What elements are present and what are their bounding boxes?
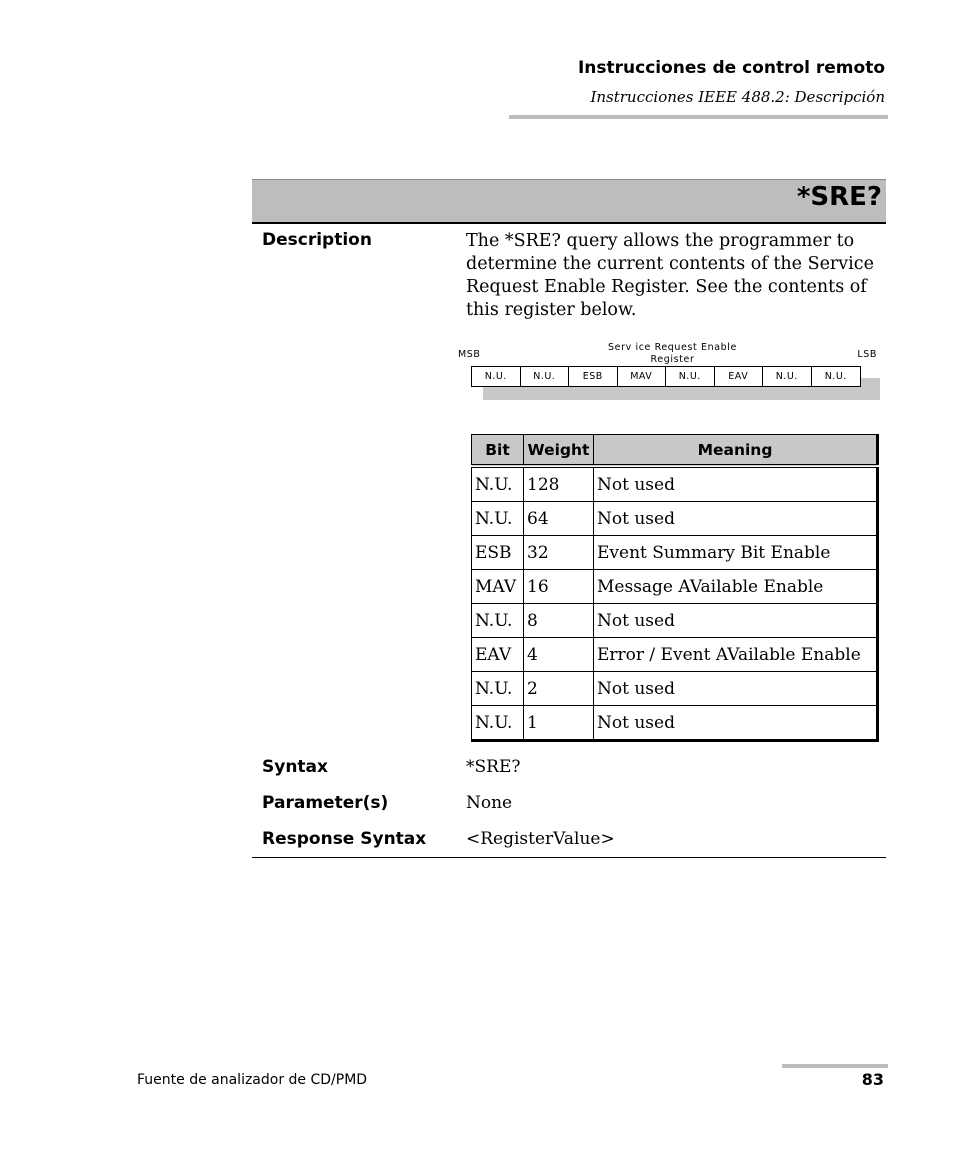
page-number: 83 [861,1070,884,1089]
cell-bit: N.U. [472,502,524,536]
register-cell: N.U. [472,367,521,386]
parameters-value: None [466,793,513,813]
register-cell: MAV [618,367,667,386]
syntax-value: *SRE? [466,757,521,777]
cell-weight: 64 [524,502,594,536]
register-cell: EAV [715,367,764,386]
cell-weight: 4 [524,638,594,672]
table-row [472,638,878,672]
running-header-subtitle: Instrucciones IEEE 488.2: Descripción [590,88,885,106]
parameters-label: Parameter(s) [262,793,389,813]
table-row [472,536,878,570]
cell-bit: MAV [472,570,524,604]
command-title: *SRE? [796,182,882,212]
footer-rule [782,1064,888,1068]
cell-weight: 128 [524,466,594,502]
register-lsb-label: LSB [857,349,877,360]
column-header-meaning: Meaning [594,435,878,467]
cell-meaning: Not used [594,604,878,638]
description-label: Description [262,230,372,250]
register-diagram [455,340,885,410]
table-row [472,706,878,741]
table-header-row [472,435,878,467]
cell-weight: 8 [524,604,594,638]
cell-bit: EAV [472,638,524,672]
cell-meaning: Error / Event AVailable Enable [594,638,878,672]
table-row [472,672,878,706]
footer-document-title: Fuente de analizador de CD/PMD [137,1072,368,1088]
register-cell: N.U. [763,367,812,386]
description-text: The *SRE? query allows the programmer to determine the current contents of the Service Request Enable Register. See the contents of this register below. [466,231,874,320]
command-banner [252,179,886,224]
cell-weight: 32 [524,536,594,570]
register-cell: N.U. [824,371,847,382]
register-cell: N.U. [666,367,715,386]
cell-meaning: Not used [594,466,878,502]
header-rule [509,115,888,119]
register-title: Serv ice Request Enable Register [608,342,737,365]
register-cells [471,366,861,387]
register-cell: N.U. [521,367,570,386]
cell-bit: N.U. [472,466,524,502]
section-bottom-rule [252,857,886,858]
table-row [472,604,878,638]
cell-meaning: Not used [594,672,878,706]
table-row [472,502,878,536]
table-row [472,570,878,604]
table-row [472,466,878,502]
column-header-bit: Bit [472,435,524,467]
response-syntax-label: Response Syntax [262,829,427,849]
running-header-title: Instrucciones de control remoto [577,58,885,78]
cell-meaning: Not used [594,502,878,536]
cell-bit: ESB [472,536,524,570]
response-syntax-value: <RegisterValue> [466,829,615,849]
cell-meaning: Not used [594,706,878,741]
cell-weight: 16 [524,570,594,604]
register-cell: ESB [569,367,618,386]
bit-table [471,434,879,742]
column-header-weight: Weight [524,435,594,467]
cell-bit: N.U. [472,604,524,638]
cell-meaning: Message AVailable Enable [594,570,878,604]
cell-weight: 1 [524,706,594,741]
register-msb-label: MSB [458,349,481,360]
cell-weight: 2 [524,672,594,706]
cell-meaning: Event Summary Bit Enable [594,536,878,570]
syntax-label: Syntax [262,757,328,777]
cell-bit: N.U. [472,706,524,741]
cell-bit: N.U. [472,672,524,706]
